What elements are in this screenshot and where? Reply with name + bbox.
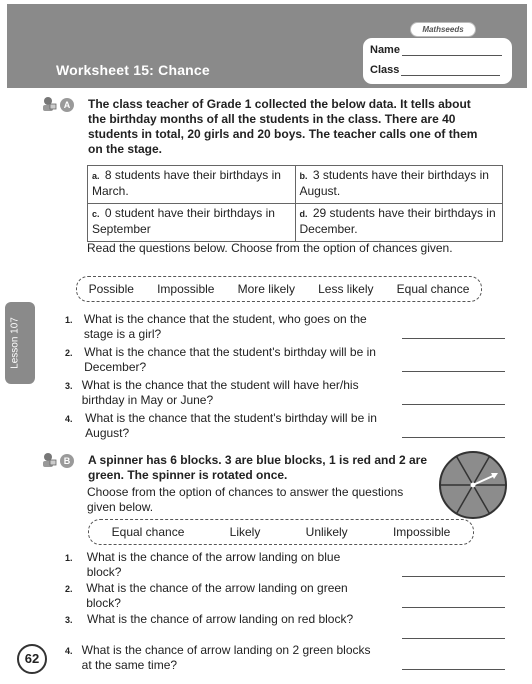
- answer-line-a1[interactable]: [402, 338, 505, 339]
- answer-line-a4[interactable]: [402, 437, 505, 438]
- answer-line-a3[interactable]: [402, 404, 505, 405]
- section-b-label: B: [60, 454, 74, 468]
- section-a-instruction: Read the questions below. Choose from the option of chances given.: [87, 241, 453, 255]
- option-more-likely: More likely: [237, 282, 295, 296]
- page-number: 62: [17, 644, 47, 674]
- question-b3: 3. What is the chance of arrow landing on red block?: [65, 612, 354, 626]
- option-less-likely: Less likely: [318, 282, 374, 296]
- table-cell: d. 29 students have their birthdays in December.: [295, 204, 503, 242]
- option-likely: Likely: [229, 525, 261, 539]
- table-cell: a. 8 students have their birthdays in March.: [88, 166, 296, 204]
- section-b-marker: [40, 452, 74, 470]
- class-line: [401, 66, 500, 76]
- option-equal-chance: Equal chance: [111, 525, 185, 539]
- name-field[interactable]: [370, 44, 502, 56]
- option-unlikely: Unlikely: [305, 525, 348, 539]
- name-label: Name: [370, 44, 400, 56]
- section-b-instruction: Choose from the option of chances to answer the questions given below.: [87, 485, 404, 514]
- answer-line-b4[interactable]: [402, 669, 505, 670]
- question-b2: 2. What is the chance of the arrow landing on green block?: [65, 581, 348, 610]
- section-b-intro: A spinner has 6 blocks. 3 are blue blocks, 1 is red and 2 are green. The spinner is rotated once.: [88, 453, 428, 482]
- spinner-icon: [438, 450, 508, 520]
- worksheet-title: Worksheet 15: Chance: [56, 62, 210, 78]
- answer-line-a2[interactable]: [402, 371, 505, 372]
- option-impossible: Impossible: [392, 525, 451, 539]
- section-b-options: [88, 519, 474, 545]
- table-cell: c. 0 student have their birthdays in September: [88, 204, 296, 242]
- section-a-marker: [40, 96, 74, 114]
- answer-line-b2[interactable]: [402, 607, 505, 608]
- question-a2: 2. What is the chance that the student's birthday will be in December?: [65, 345, 376, 374]
- option-possible: Possible: [88, 282, 134, 296]
- child-reader-icon: [40, 96, 58, 114]
- question-b1: 1. What is the chance of the arrow landing on blue block?: [65, 550, 341, 579]
- question-a3: 3. What is the chance that the student will have her/his birthday in May or June?: [65, 378, 359, 407]
- lesson-label: Lesson 107: [9, 317, 21, 369]
- section-a-label: A: [60, 98, 74, 112]
- section-a-options: [76, 276, 482, 302]
- question-b4: 4. What is the chance of arrow landing on 2 green blocks at the same time?: [65, 643, 371, 672]
- class-label: Class: [370, 64, 400, 76]
- table-cell: b. 3 students have their birthdays in August.: [295, 166, 503, 204]
- answer-line-b3[interactable]: [402, 638, 505, 639]
- option-equal-chance: Equal chance: [396, 282, 470, 296]
- class-field[interactable]: [370, 64, 500, 76]
- question-a4: 4. What is the chance that the student's birthday will be in August?: [65, 411, 377, 440]
- child-reader-icon: [40, 452, 58, 470]
- brand-logo: Mathseeds: [410, 22, 476, 37]
- name-class-box: [363, 38, 512, 84]
- birthday-data-table: [87, 165, 503, 242]
- option-impossible: Impossible: [157, 282, 215, 296]
- question-a1: 1. What is the chance that the student, who goes on the stage is a girl?: [65, 312, 367, 341]
- answer-line-b1[interactable]: [402, 576, 505, 577]
- section-a-intro: The class teacher of Grade 1 collected the below data. It tells about the birthday months of all the students in the class. There are 40 students in total, 20 girls and 20 boys. The teacher calls one of them on the stage.: [88, 97, 478, 156]
- name-line: [402, 46, 502, 56]
